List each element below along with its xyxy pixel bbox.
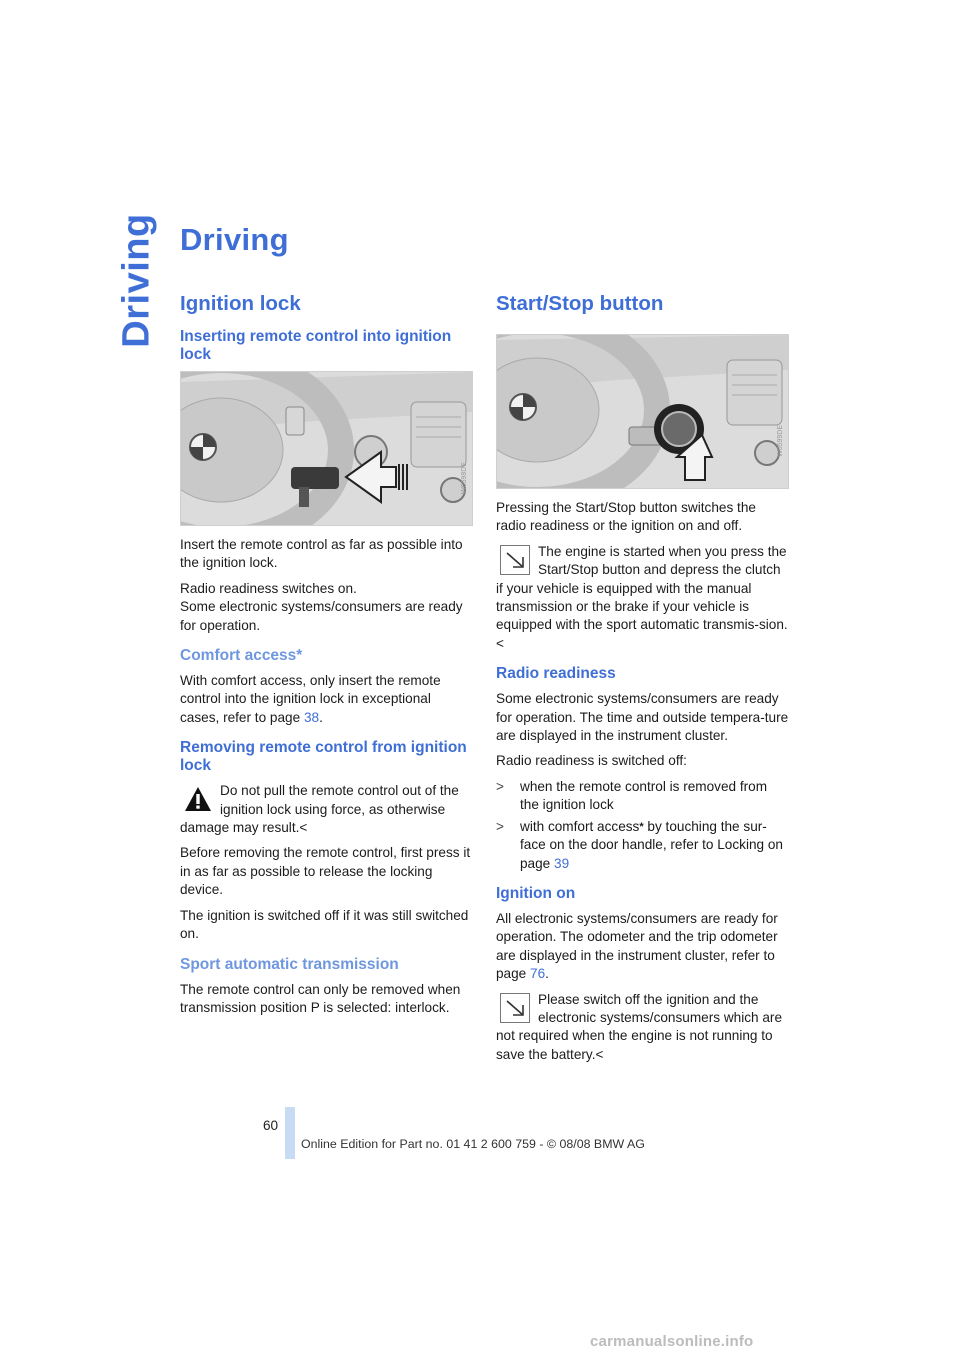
watermark: carmanualsonline.info — [590, 1333, 754, 1350]
text: with comfort access — [520, 818, 640, 834]
text: Some electronic systems/consumers are ready for operation. — [180, 599, 463, 633]
subheading-inserting: Inserting remote control into ignition lock — [180, 328, 452, 363]
paragraph: Some electronic systems/consumers are ready for operation. The time and outside tempera-ture are displayed in the instrument cluster. — [496, 691, 789, 744]
page-link[interactable]: 38 — [303, 709, 320, 725]
side-tab-label: Driving — [115, 212, 158, 348]
paragraph: Insert the remote control as far as possible into the ignition lock. — [180, 537, 463, 571]
figure-insert-remote — [180, 371, 473, 526]
bullet-mark: > — [496, 778, 504, 794]
end-mark: < — [595, 1046, 604, 1062]
side-tab — [112, 212, 162, 348]
paragraph: Before removing the remote control, first press it in as far as possible to release the locking device. — [180, 845, 471, 898]
end-mark: < — [299, 820, 308, 836]
info-note — [496, 991, 789, 1065]
note-arrow-icon — [500, 545, 530, 575]
text: when the remote control is removed from the ignition lock — [520, 778, 768, 813]
page-link[interactable]: 39 — [554, 855, 570, 871]
subheading-sport-automatic: Sport automatic transmission — [180, 955, 399, 973]
footer-bar — [285, 1107, 295, 1159]
start-stop-illustration — [497, 335, 788, 488]
list-item — [496, 778, 789, 815]
paragraph: The remote control can only be removed when transmission position P is selected: interlock. — [180, 981, 461, 1015]
text: . — [545, 966, 549, 982]
text: Do not pull the remote control out of the ignition lock using force, as otherwise damage may result. — [180, 783, 459, 836]
page-title: Driving — [180, 222, 289, 257]
warning-icon — [184, 786, 212, 812]
subheading-radio-readiness: Radio readiness — [496, 665, 616, 683]
page-number: 60 — [263, 1118, 279, 1133]
bullet-mark: > — [496, 818, 504, 834]
paragraph: Pressing the Start/Stop button switches the radio readiness or the ignition on and off. — [496, 500, 756, 534]
text: All electronic systems/consumers are ready for operation. The odometer and the trip odometer are displayed in the instrument cluster, refer to page — [496, 910, 778, 982]
text: Radio readiness switches on. — [180, 580, 357, 596]
right-column — [496, 292, 789, 1071]
warning-note — [180, 782, 473, 837]
paragraph — [496, 991, 789, 1065]
list-item — [496, 818, 789, 873]
info-note — [496, 543, 789, 653]
left-column — [180, 292, 473, 1024]
subheading-comfort-access: Comfort access* — [180, 647, 303, 665]
paragraph — [180, 580, 473, 635]
text: by touching the sur-face on the door handle, refer to Locking on page — [520, 818, 783, 871]
end-mark: < — [496, 635, 504, 651]
subheading-ignition-on: Ignition on — [496, 884, 576, 902]
note-arrow-icon — [500, 993, 530, 1023]
text: The engine is started when you press the Start/Stop button and depress the clutch if your vehicle is equipped with the manual transmission or the brake if your vehicle is equipped with the sport automatic transmis-sion. — [496, 543, 788, 633]
footer-text: Online Edition for Part no. 01 41 2 600 759 - © 08/08 BMW AG — [301, 1137, 645, 1151]
paragraph — [180, 672, 473, 727]
text — [520, 818, 789, 873]
text: . — [319, 709, 323, 725]
section-heading-start-stop: Start/Stop button — [496, 292, 664, 315]
steering-wheel-illustration — [181, 372, 472, 525]
section-heading-ignition-lock: Ignition lock — [180, 292, 301, 315]
paragraph — [180, 782, 473, 837]
text: With comfort access, only insert the remote control into the ignition lock in exceptional cases, refer to page — [180, 673, 441, 725]
text: Please switch off the ignition and the electronic systems/consumers which are not required when the engine is not running to save the battery. — [496, 991, 783, 1062]
paragraph: Radio readiness is switched off: — [496, 753, 687, 769]
page-link[interactable]: 76 — [530, 966, 546, 982]
optional-star: * — [639, 820, 644, 833]
paragraph — [496, 910, 789, 984]
figure-start-stop — [496, 334, 789, 489]
figure-code: W0599DE — [777, 425, 784, 457]
paragraph — [496, 543, 789, 653]
paragraph: The ignition is switched off if it was still switched on. — [180, 907, 469, 942]
figure-code: W0598DE — [461, 462, 468, 494]
subheading-removing: Removing remote control from ignition lock — [180, 739, 467, 775]
